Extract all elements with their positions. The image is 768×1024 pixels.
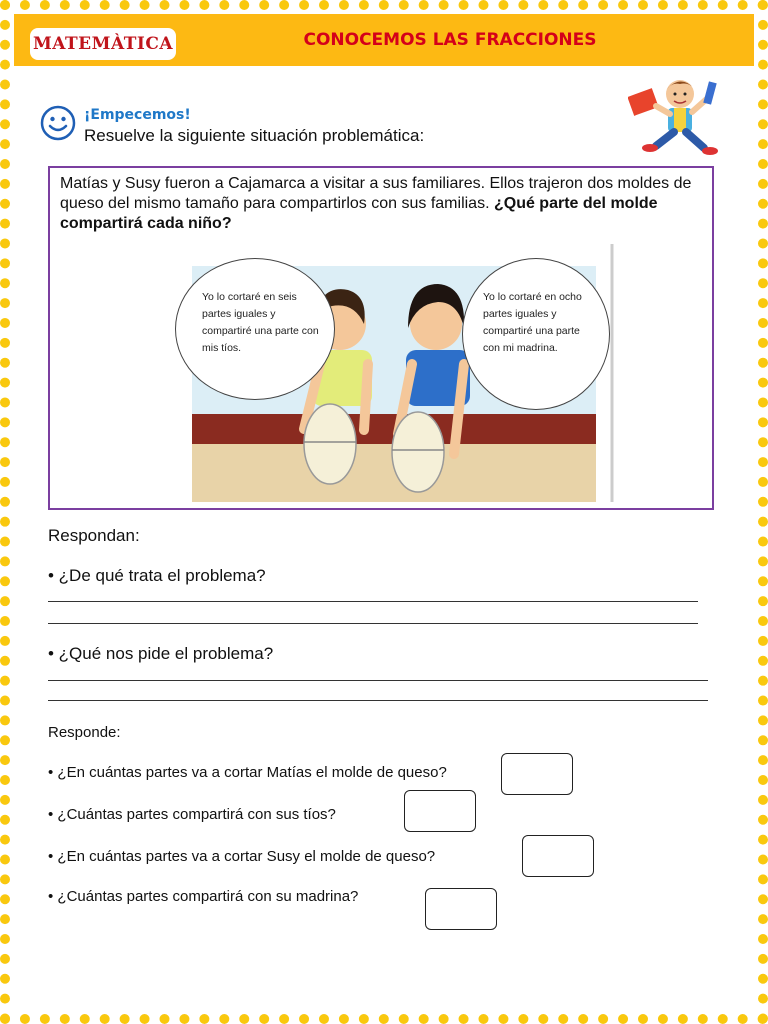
question-matias-parts: • ¿En cuántas partes va a cortar Matías el molde de queso? bbox=[48, 764, 447, 781]
subject-badge: MATEMÀTICA bbox=[30, 28, 176, 60]
answer-box-matias-parts[interactable] bbox=[501, 753, 573, 795]
answer-line[interactable] bbox=[48, 623, 698, 624]
question-what-about: • ¿De qué trata el problema? bbox=[48, 566, 266, 585]
speech-bubble-matias: Yo lo cortaré en seis partes iguales y compartiré una parte con mis tíos. bbox=[175, 258, 335, 400]
answer-line[interactable] bbox=[48, 680, 708, 681]
lets-start-label: ¡Empecemos! bbox=[84, 107, 191, 123]
problem-text: Matías y Susy fueron a Cajamarca a visitar a sus familiares. Ellos trajeron dos moldes de queso del mismo tamaño para compartirlos con sus familias. bbox=[60, 175, 692, 212]
running-student-illustration bbox=[628, 74, 728, 160]
answer-box-shared-uncles[interactable] bbox=[404, 790, 476, 832]
answer-line[interactable] bbox=[48, 700, 708, 701]
problem-question: ¿Qué parte del molde compartirá cada niño? bbox=[60, 195, 658, 232]
answer-heading: Responde: bbox=[48, 724, 121, 741]
instruction-text: Resuelve la siguiente situación problemática: bbox=[84, 126, 425, 145]
page-title: CONOCEMOS LAS FRACCIONES bbox=[303, 30, 597, 50]
speech-bubble-susy: Yo lo cortaré en ocho partes iguales y compartiré una parte con mi madrina. bbox=[462, 258, 610, 410]
answer-box-shared-godmother[interactable] bbox=[425, 888, 497, 930]
respond-heading: Respondan: bbox=[48, 526, 140, 545]
question-what-asks: • ¿Qué nos pide el problema? bbox=[48, 644, 274, 663]
question-shared-uncles: • ¿Cuántas partes compartirá con sus tíos? bbox=[48, 806, 336, 823]
question-shared-godmother: • ¿Cuántas partes compartirá con su madrina? bbox=[48, 888, 359, 905]
problem-statement bbox=[60, 174, 700, 234]
answer-box-susy-parts[interactable] bbox=[522, 835, 594, 877]
answer-line[interactable] bbox=[48, 601, 698, 602]
smiley-icon bbox=[40, 105, 76, 141]
question-susy-parts: • ¿En cuántas partes va a cortar Susy el molde de queso? bbox=[48, 848, 436, 865]
